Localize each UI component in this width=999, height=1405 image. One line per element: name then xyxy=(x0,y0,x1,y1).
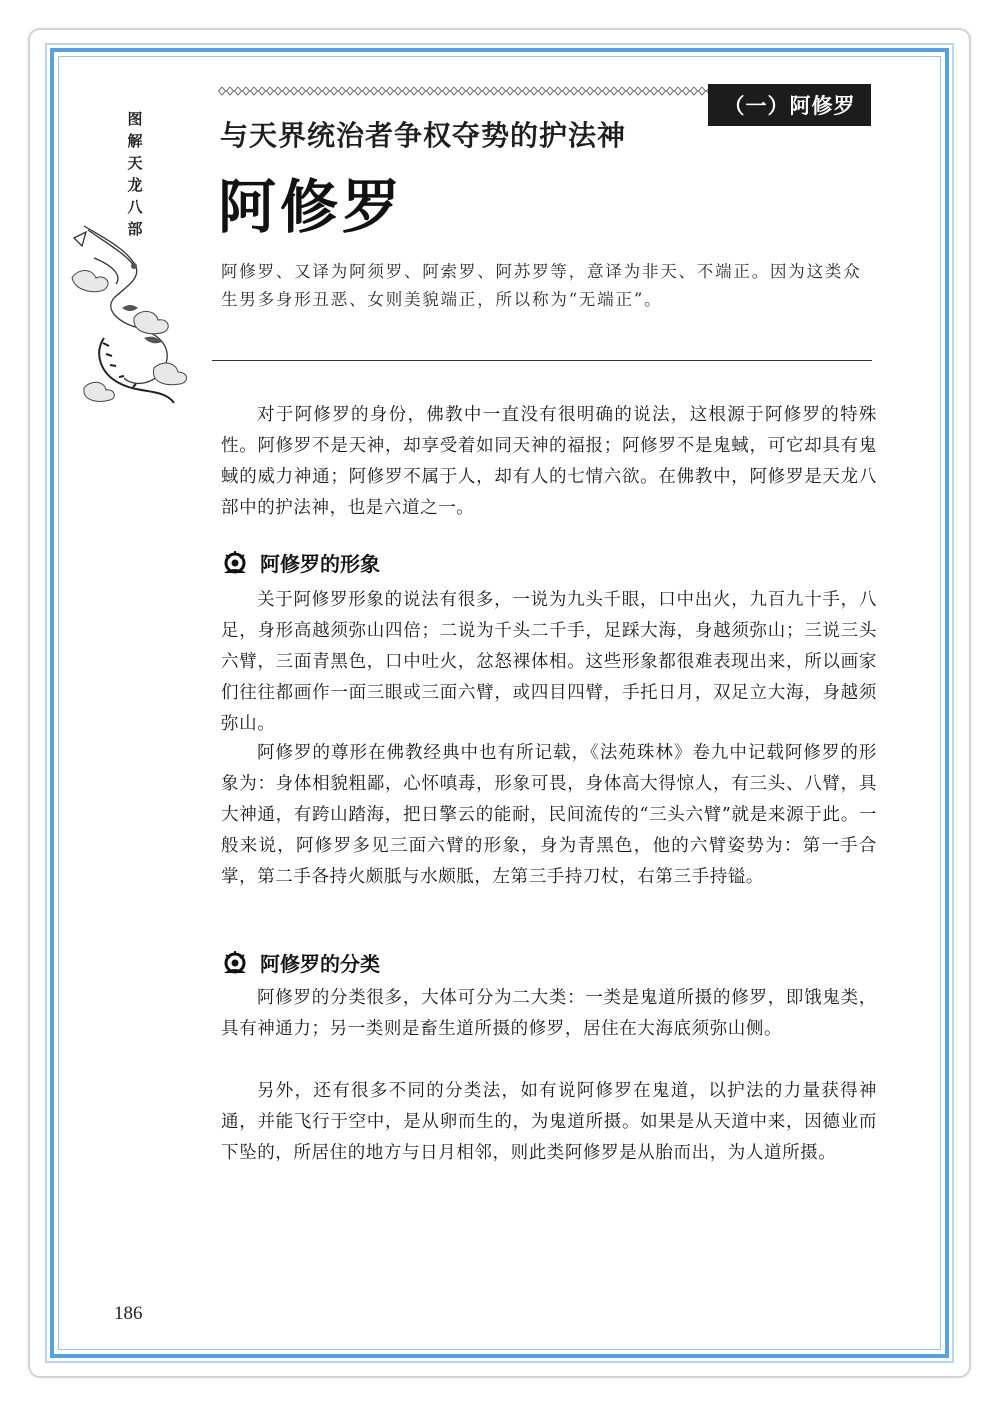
diamond-border-strip xyxy=(218,86,710,96)
body-paragraph: 关于阿修罗形象的说法有很多，一说为九头千眼，口中出火，九百九十手，八足，身形高越须弥山四倍；二说为千头二千手，足踩大海，身越须弥山；三说三头六臂，三面青黑色，口中吐火，忿怒裸体相。这些形象都很难表现出来，所以画家们往往都画作一面三眼或三面六臂，或四目四臂，手托日月，双足立大海，身越须弥山。 xyxy=(221,590,877,734)
book-title-char: 龙 xyxy=(127,176,143,194)
dragon-illustration-icon xyxy=(64,218,214,418)
lotus-ornament-icon xyxy=(220,949,250,977)
page-number: 186 xyxy=(114,1303,143,1324)
chapter-title: 阿修罗 xyxy=(218,173,405,241)
book-title-char: 解 xyxy=(127,132,143,150)
book-title-char: 图 xyxy=(127,110,143,128)
body-paragraph: 对于阿修罗的身份，佛教中一直没有很明确的说法，这根源于阿修罗的特殊性。阿修罗不是天神，却享受着如同天神的福报；阿修罗不是鬼蜮，可它却具有鬼蜮的威力神通；阿修罗不属于人，却有人的七情六欲。在佛教中，阿修罗是天龙八部中的护法神，也是六道之一。 xyxy=(221,405,877,518)
body-paragraph: 阿修罗的分类很多，大体可分为二大类：一类是鬼道所摄的修罗，即饿鬼类，具有神通力；另一类则是畜生道所摄的修罗，居住在大海底须弥山侧。 xyxy=(221,988,877,1039)
divider-rule xyxy=(212,360,872,361)
body-paragraph: 阿修罗的尊形在佛教经典中也有所记载，《法苑珠林》卷九中记载阿修罗的形象为：身体相貌粗鄙，心怀嗔毒，形象可畏，身体高大得惊人，有三头、八臂，具大神通，有跨山踏海，把日擎云的能耐，民间流传的“三头六臂”就是来源于此。一般来说，阿修罗多见三面六臂的形象，身为青黑色，他的六臂姿势为：第一手合掌，第二手各持火颇胝与水颇胝，左第三手持刀杖，右第三手持镒。 xyxy=(221,743,877,887)
lotus-ornament-icon xyxy=(220,549,250,577)
section-tab xyxy=(708,84,871,126)
book-title-char: 天 xyxy=(127,154,143,172)
section-heading-appearance xyxy=(220,548,380,577)
section-heading-text: 阿修罗的分类 xyxy=(260,952,380,976)
section-heading-classification xyxy=(220,948,380,977)
intro-paragraph: 阿修罗、又译为阿须罗、阿索罗、阿苏罗等，意译为非天、不端正。因为这类众生男多身形丑恶、女则美貌端正，所以称为“无端正”。 xyxy=(221,262,862,309)
book-title-char: 部 xyxy=(127,220,143,238)
book-title-char: 八 xyxy=(127,198,143,216)
section-heading-text: 阿修罗的形象 xyxy=(260,552,380,576)
body-paragraph: 另外，还有很多不同的分类法，如有说阿修罗在鬼道，以护法的力量获得神通，并能飞行于空中，是从卵而生的，为鬼道所摄。如果是从天道中来，因德业而下坠的，所居住的地方与日月相邻，则此类阿修罗是从胎而出，为人道所摄。 xyxy=(221,1081,877,1163)
chapter-subtitle: 与天界统治者争权夺势的护法神 xyxy=(220,119,627,152)
section-tab-label: （一）阿修罗 xyxy=(723,94,856,118)
